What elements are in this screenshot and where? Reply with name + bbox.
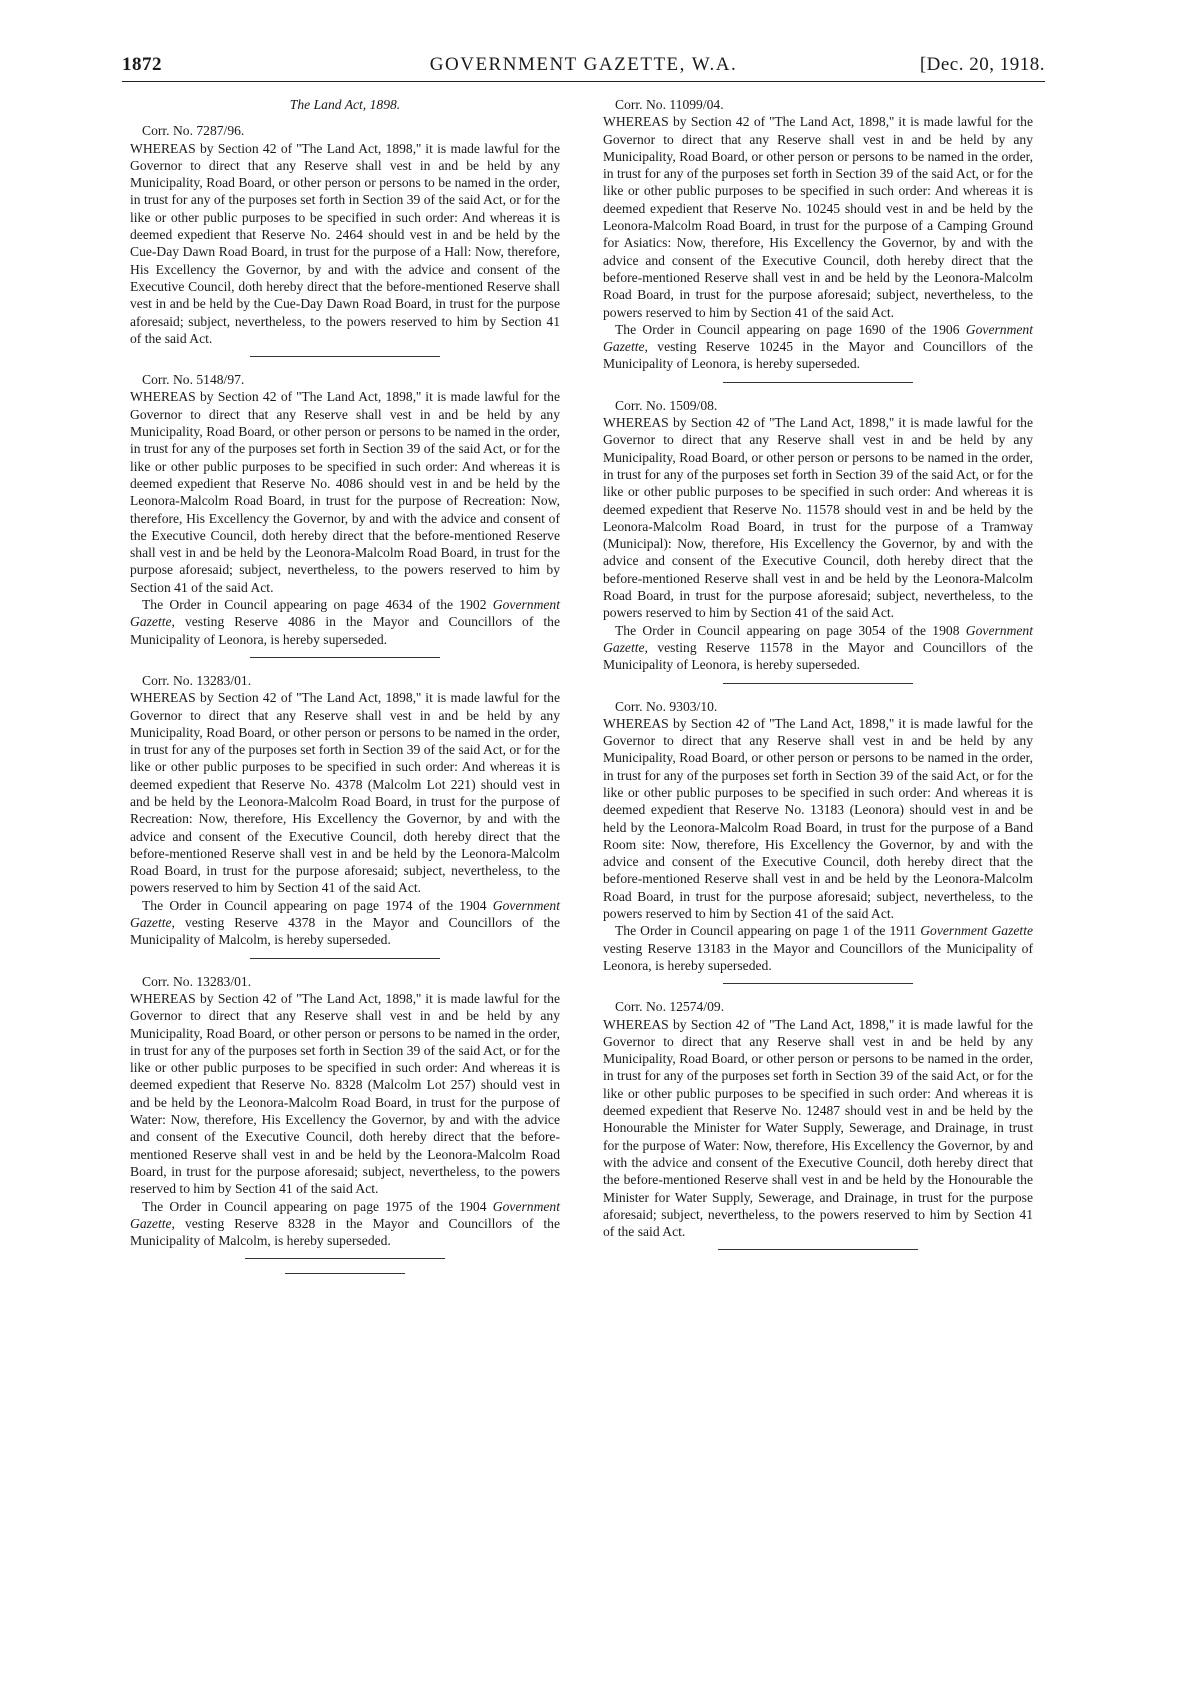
notice-divider — [245, 1258, 445, 1259]
right-column — [603, 96, 1033, 1264]
notice — [603, 698, 1033, 975]
notice-divider — [250, 356, 440, 357]
order-text: vesting Reserve 10245 in the Mayor and Councillors of the Municipality of Leonora, is hereby superseded. — [603, 339, 1033, 372]
notice-body: WHEREAS by Section 42 of ''The Land Act, 1898,'' it is made lawful for the Governor to direct that any Reserve shall vest in and be held by any Municipality, Road Board, or other person or persons to be named in the order, in trust for any of the purposes set forth in Section 39 of the said Act, or for the like or other public purposes to be specified in such order: And whereas it is deemed expedient that Reserve No. 10245 should vest in and be held by the Leonora-Malcolm Road Board, in trust for the purpose of a Camping Ground for Asiatics: Now, therefore, His Excellency the Governor, by and with the advice and consent of the Executive Council, doth hereby direct that the before-mentioned Reserve shall vest in and be held by the Leonora-Malcolm Road Board, in trust for the purpose aforesaid; subject, nevertheless, to the powers reserved to him by Section 41 of the said Act. — [603, 114, 1034, 320]
supersession-note — [603, 622, 1033, 674]
notice-body: WHEREAS by Section 42 of ''The Land Act, 1898,'' it is made lawful for the Governor to direct that any Reserve shall vest in and be held by any Municipality, Road Board, or other person or persons to be named in the order, in trust for any of the purposes set forth in Section 39 of the said Act, or for the like or other public purposes to be specified in such order: And whereas it is deemed expedient that Reserve No. 12487 should vest in and be held by the Honourable the Minister for Water Supply, Sewerage, and Drainage, in trust for the purpose of Water: Now, therefore, His Excellency the Governor, by and with the advice and consent of the Executive Council, doth hereby direct that the before-mentioned Reserve shall vest in and be held by the Honourable the Minister for Water Supply, Sewerage, and Drainage, in trust for the purpose aforesaid; subject, nevertheless, to the powers reserved to him by Section 41 of the said Act. — [603, 1016, 1034, 1240]
notice-divider — [723, 382, 913, 383]
order-text: The Order in Council appearing on page 1974 of the 1904 — [142, 897, 493, 913]
supersession-note — [603, 321, 1033, 373]
notice-body: WHEREAS by Section 42 of ''The Land Act, 1898,'' it is made lawful for the Governor to direct that any Reserve shall vest in and be held by any Municipality, Road Board, or other person or persons to be named in the order, in trust for any of the purposes set forth in Section 39 of the said Act, or for the like or other public purposes to be specified in such order: And whereas it is deemed expedient that Reserve No. 8328 (Malcolm Lot 257) should vest in and be held by the Leonora-Malcolm Road Board, in trust for the purpose of Water: Now, therefore, His Excellency the Governor, by and with the advice and consent of the Executive Council, doth hereby direct that the before-mentioned Reserve shall vest in and be held by the Leonora-Malcolm Road Board, in trust for the purpose aforesaid; subject, nevertheless, to the powers reserved to him by Section 41 of the said Act. — [130, 990, 561, 1197]
order-text: vesting Reserve 4378 in the Mayor and Councillors of the Municipality of Malcolm, is hereby superseded. — [130, 915, 560, 948]
corr-number: Corr. No. 1509/08. — [615, 397, 718, 413]
corr-number: Corr. No. 11099/04. — [615, 97, 724, 112]
notice — [130, 122, 560, 347]
notice — [603, 998, 1033, 1240]
page-number: 1872 — [122, 54, 162, 75]
gazette-name: Government Gazette, — [130, 897, 560, 931]
order-text: vesting Reserve 13183 in the Mayor and Councillors of the Municipality of Leonora, is hereby superseded. — [603, 940, 1033, 973]
notice-divider — [285, 1273, 405, 1274]
order-text: The Order in Council appearing on page 1975 of the 1904 — [142, 1198, 493, 1214]
corr-number: Corr. No. 7287/96. — [142, 123, 245, 139]
notice-body: WHEREAS by Section 42 of ''The Land Act, 1898,'' it is made lawful for the Governor to direct that any Reserve shall vest in and be held by any Municipality, Road Board, or other person or persons to be named in the order, in trust for any of the purposes set forth in Section 39 of the said Act, or for the like or other public purposes to be specified in such order: And whereas it is deemed expedient that Reserve No. 4378 (Malcolm Lot 221) should vest in and be held by the Leonora-Malcolm Road Board, in trust for the purpose of Recreation: Now, therefore, His Excellency the Governor, by and with the advice and consent of the Executive Council, doth hereby direct that the before-mentioned Reserve shall vest in and be held by the Leonora-Malcolm Road Board, in trust for the purpose aforesaid; subject, nevertheless, to the powers reserved to him by Section 41 of the said Act. — [130, 690, 561, 896]
notice — [603, 397, 1033, 674]
notice-divider — [723, 683, 913, 684]
supersession-note — [130, 596, 560, 648]
left-column — [130, 96, 560, 1274]
supersession-note — [130, 897, 560, 949]
notice-divider — [250, 657, 440, 658]
notice-divider — [250, 958, 440, 959]
notice-body: WHEREAS by Section 42 of ''The Land Act, 1898,'' it is made lawful for the Governor to direct that any Reserve shall vest in and be held by any Municipality, Road Board, or other person or persons to be named in the order, in trust for any of the purposes set forth in Section 39 of the said Act, or for the like or other public purposes to be specified in such order: And whereas it is deemed expedient that Reserve No. 13183 (Leonora) should vest in and be held by the Leonora-Malcolm Road Board, in trust for the purpose of a Band Room site: Now, therefore, His Excellency the Governor, by and with the advice and consent of the Executive Council, doth hereby direct that the before-mentioned Reserve shall vest in and be held by the Leonora-Malcolm Road Board, in trust for the purpose aforesaid; subject, nevertheless, to the powers reserved to him by Section 41 of the said Act. — [603, 715, 1034, 922]
corr-number: Corr. No. 13283/01. — [142, 672, 252, 688]
notice-body: WHEREAS by Section 42 of ''The Land Act, 1898,'' it is made lawful for the Governor to direct that any Reserve shall vest in and be held by any Municipality, Road Board, or other person or persons to be named in the order, in trust for any of the purposes set forth in Section 39 of the said Act, or for the like or other public purposes to be specified in such order: And whereas it is deemed expedient that Reserve No. 2464 should vest in and be held by the Cue-Day Dawn Road Board, in trust for the purpose of a Hall: Now, therefore, His Excellency the Governor, by and with the advice and consent of the Executive Council, doth hereby direct that the before-mentioned Reserve shall vest in and be held by the Cue-Day Dawn Road Board, in trust for the purpose aforesaid; subject, nevertheless, to the powers reserved to him by Section 41 of the said Act. — [130, 140, 561, 346]
corr-number: Corr. No. 9303/10. — [615, 698, 718, 714]
notice-divider — [718, 1249, 918, 1250]
gazette-name: Government Gazette, — [603, 321, 1033, 355]
notice — [603, 96, 1033, 373]
order-text: vesting Reserve 8328 in the Mayor and Councillors of the Municipality of Malcolm, is hereby superseded. — [130, 1215, 560, 1249]
page-header — [122, 54, 1045, 78]
order-text: The Order in Council appearing on page 3054 of the 1908 — [615, 622, 966, 638]
order-text: vesting Reserve 11578 in the Mayor and Councillors of the Municipality of Leonora, is hereby superseded. — [603, 639, 1033, 673]
header-rule — [122, 81, 1045, 82]
order-text: vesting Reserve 4086 in the Mayor and Councillors of the Municipality of Leonora, is hereby superseded. — [130, 614, 560, 647]
act-title: The Land Act, 1898. — [289, 97, 401, 112]
gazette-name: Government Gazette, — [130, 597, 560, 630]
corr-number: Corr. No. 13283/01. — [142, 973, 252, 989]
supersession-note — [603, 922, 1033, 974]
gazette-name: Government Gazette, — [130, 1198, 560, 1231]
notice-divider — [723, 983, 913, 984]
gazette-name: Government Gazette — [920, 923, 1033, 939]
notice — [130, 371, 560, 648]
gazette-title: GOVERNMENT GAZETTE, W.A. — [429, 54, 738, 75]
notice-body: WHEREAS by Section 42 of ''The Land Act, 1898,'' it is made lawful for the Governor to direct that any Reserve shall vest in and be held by any Municipality, Road Board, or other person or persons to be named in the order, in trust for any of the purposes set forth in Section 39 of the said Act, or for the like or other public purposes to be specified in such order: And whereas it is deemed expedient that Reserve No. 11578 should vest in and be held by the Leonora-Malcolm Road Board, in trust for the purpose of a Tramway (Municipal): Now, therefore, His Excellency the Governor, by and with the advice and consent of the Executive Council, doth hereby direct that the before-mentioned Reserve shall vest in and be held by the Leonora-Malcolm Road Board, in trust for the purpose aforesaid; subject, nevertheless, to the powers reserved to him by Section 41 of the said Act. — [603, 415, 1034, 621]
order-text: The Order in Council appearing on page 4634 of the 1902 — [142, 597, 493, 613]
notice — [130, 973, 560, 1250]
issue-date: [Dec. 20, 1918. — [919, 54, 1045, 75]
notice-body: WHEREAS by Section 42 of ''The Land Act, 1898,'' it is made lawful for the Governor to direct that any Reserve shall vest in and be held by any Municipality, Road Board, or other person or persons to be named in the order, in trust for any of the purposes set forth in Section 39 of the said Act, or for the like or other public purposes to be specified in such order: And whereas it is deemed expedient that Reserve No. 4086 should vest in and be held by the Leonora-Malcolm Road Board, in trust for the purpose of Recreation: Now, therefore, His Excellency the Governor, by and with the advice and consent of the Executive Council, doth hereby direct that the before-mentioned Reserve shall vest in and be held by the Leonora-Malcolm Road Board, in trust for the purpose aforesaid; subject, nevertheless, to the powers reserved to him by Section 41 of the said Act. — [130, 389, 561, 595]
order-text: The Order in Council appearing on page 1 of the 1911 — [615, 923, 921, 939]
order-text: The Order in Council appearing on page 1690 of the 1906 — [615, 321, 966, 337]
notice — [130, 672, 560, 949]
supersession-note — [130, 1198, 560, 1250]
corr-number: Corr. No. 12574/09. — [615, 999, 725, 1015]
gazette-name: Government Gazette, — [603, 622, 1033, 655]
corr-number: Corr. No. 5148/97. — [142, 372, 245, 388]
